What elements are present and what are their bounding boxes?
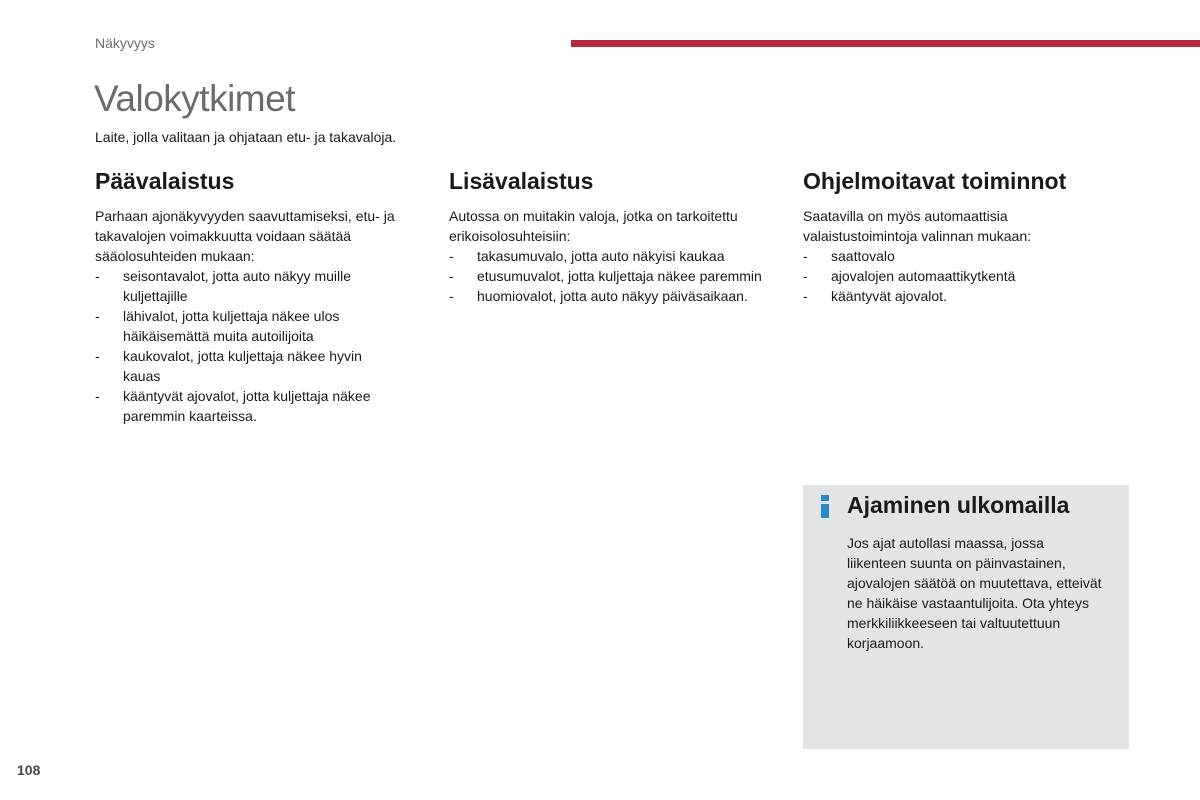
column-text: Autossa on muitakin valoja, jotka on tarkoitettu erikoisolosuhteisiin: (449, 208, 738, 244)
bullet-list (803, 246, 1133, 306)
dash-marker: - (449, 268, 454, 284)
list-item (95, 306, 403, 346)
info-box-title: Ajaminen ulkomailla (847, 492, 1070, 518)
dash-marker: - (95, 268, 100, 284)
column-ohjelmoitavat-toiminnot (803, 166, 1133, 306)
list-item (803, 286, 1111, 306)
info-box (803, 485, 1129, 749)
info-box-text: Jos ajat autollasi maassa, jossa liikenteen suunta on päinvastainen, ajovalojen säätöä on muutettava, etteivät ne häikäise vastaantulijoita. Ota yhteys merkkiliikkeeseen tai valtuutettuun korjaamoon. (847, 535, 1102, 651)
dash-marker: - (449, 248, 454, 264)
bullet-list (449, 246, 779, 306)
list-item-text: kääntyvät ajovalot. (831, 288, 947, 304)
column-heading: Lisävalaistus (449, 168, 594, 194)
column-text: Saatavilla on myös automaattisia valaistustoimintoja valinnan mukaan: (803, 208, 1032, 244)
header-accent-bar (571, 40, 1200, 47)
list-item-text: saattovalo (831, 248, 895, 264)
column-lisavalaistus (449, 166, 779, 306)
list-item (95, 346, 403, 386)
dash-marker: - (95, 348, 100, 364)
dash-marker: - (95, 308, 100, 324)
info-icon (820, 495, 830, 517)
column-heading: Ohjelmoitavat toiminnot (803, 168, 1067, 194)
list-item-text: ajovalojen automaattikytkentä (831, 268, 1016, 284)
list-item (449, 266, 762, 286)
list-item (449, 286, 762, 306)
list-item-text: lähivalot, jotta kuljettaja näkee ulos häikäisemättä muita autoilijoita (123, 308, 340, 344)
dash-marker: - (803, 248, 808, 264)
list-item-text: kaukovalot, jotta kuljettaja näkee hyvin kauas (123, 348, 362, 384)
page-title: Valokytkimet (94, 78, 295, 119)
column-text: Parhaan ajonäkyvyyden saavuttamiseksi, etu- ja takavalojen voimakkuutta voidaan säätää sääolosuhteiden mukaan: (95, 208, 395, 264)
list-item-text: seisontavalot, jotta auto näkyy muille kuljettajille (123, 268, 352, 304)
list-item-text: kääntyvät ajovalot, jotta kuljettaja näkee paremmin kaarteissa. (123, 388, 371, 424)
dash-marker: - (449, 288, 454, 304)
column-heading: Päävalaistus (95, 168, 235, 194)
list-item-text: etusumuvalot, jotta kuljettaja näkee paremmin (477, 268, 762, 284)
list-item (95, 266, 403, 306)
dash-marker: - (95, 388, 100, 404)
list-item (803, 246, 1111, 266)
list-item (803, 266, 1111, 286)
page-number: 108 (17, 762, 41, 778)
bullet-list (95, 266, 425, 426)
intro-text: Laite, jolla valitaan ja ohjataan etu- ja takavaloja. (95, 129, 397, 145)
dash-marker: - (803, 268, 808, 284)
section-label: Näkyvyys (95, 35, 155, 51)
list-item-text: takasumuvalo, jotta auto näkyisi kaukaa (477, 248, 725, 264)
column-paavalaistus (95, 166, 425, 426)
list-item-text: huomiovalot, jotta auto näkyy päiväsaikaan. (477, 288, 748, 304)
list-item (95, 386, 403, 426)
dash-marker: - (803, 288, 808, 304)
list-item (449, 246, 762, 266)
